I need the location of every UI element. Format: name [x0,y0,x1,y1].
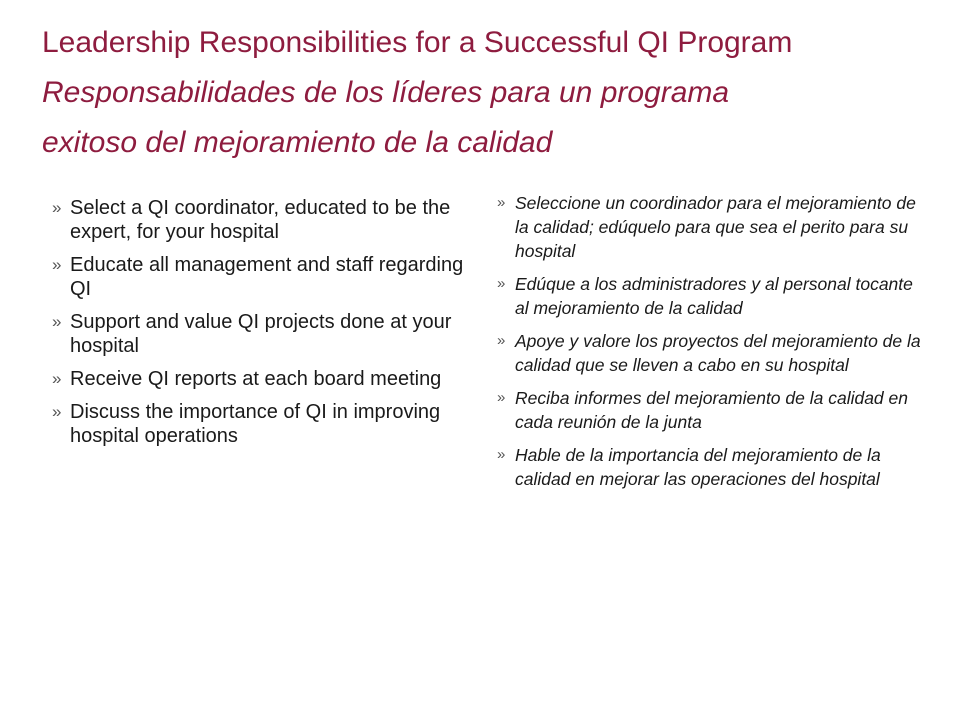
english-bullet-column [52,196,472,457]
english-bullet-item [52,367,472,391]
spanish-bullet-item [497,329,927,377]
english-bullet-item [52,310,472,358]
spanish-bullet-text: Seleccione un coordinador para el mejoramiento de la calidad; edúquelo para que sea el perito para su hospital [515,193,916,261]
spanish-bullet-item [497,443,927,491]
spanish-bullet-text: Apoye y valore los proyectos del mejoramiento de la calidad que se lleven a cabo en su hospital [515,331,921,375]
spanish-bullet-text: Reciba informes del mejoramiento de la calidad en cada reunión de la junta [515,388,908,432]
english-bullet-text: Receive QI reports at each board meeting [70,368,442,390]
bullet-marker-icon: » [497,275,506,292]
bullet-marker-icon: » [52,402,62,421]
bullet-marker-icon: » [497,446,506,463]
english-bullet-item [52,196,472,244]
title-spanish-line2: exitoso del mejoramiento de la calidad [42,126,553,159]
spanish-bullet-item [497,191,927,263]
english-bullet-text: Educate all management and staff regarding QI [70,254,464,300]
english-bullet-item [52,253,472,301]
english-bullet-text: Discuss the importance of QI in improving hospital operations [70,401,441,447]
spanish-bullet-column [497,191,927,500]
title-english: Leadership Responsibilities for a Successful QI Program [42,26,793,59]
bullet-marker-icon: » [497,332,506,349]
bullet-marker-icon: » [52,255,62,274]
english-bullet-text: Support and value QI projects done at your hospital [70,311,452,357]
bullet-marker-icon: » [52,198,62,217]
bullet-marker-icon: » [52,312,62,331]
spanish-bullet-list [497,191,927,491]
english-bullet-text: Select a QI coordinator, educated to be the expert, for your hospital [70,197,451,243]
bullet-marker-icon: » [497,389,506,406]
spanish-bullet-text: Hable de la importancia del mejoramiento de la calidad en mejorar las operaciones del hospital [515,445,881,489]
english-bullet-list [52,196,472,448]
bullet-marker-icon: » [497,194,506,211]
title-spanish-line1: Responsabilidades de los líderes para un programa [42,76,730,109]
spanish-bullet-item [497,386,927,434]
spanish-bullet-text: Edúque a los administradores y al personal tocante al mejoramiento de la calidad [515,274,913,318]
spanish-bullet-item [497,272,927,320]
bullet-marker-icon: » [52,369,62,388]
english-bullet-item [52,400,472,448]
slide-title [42,18,932,168]
